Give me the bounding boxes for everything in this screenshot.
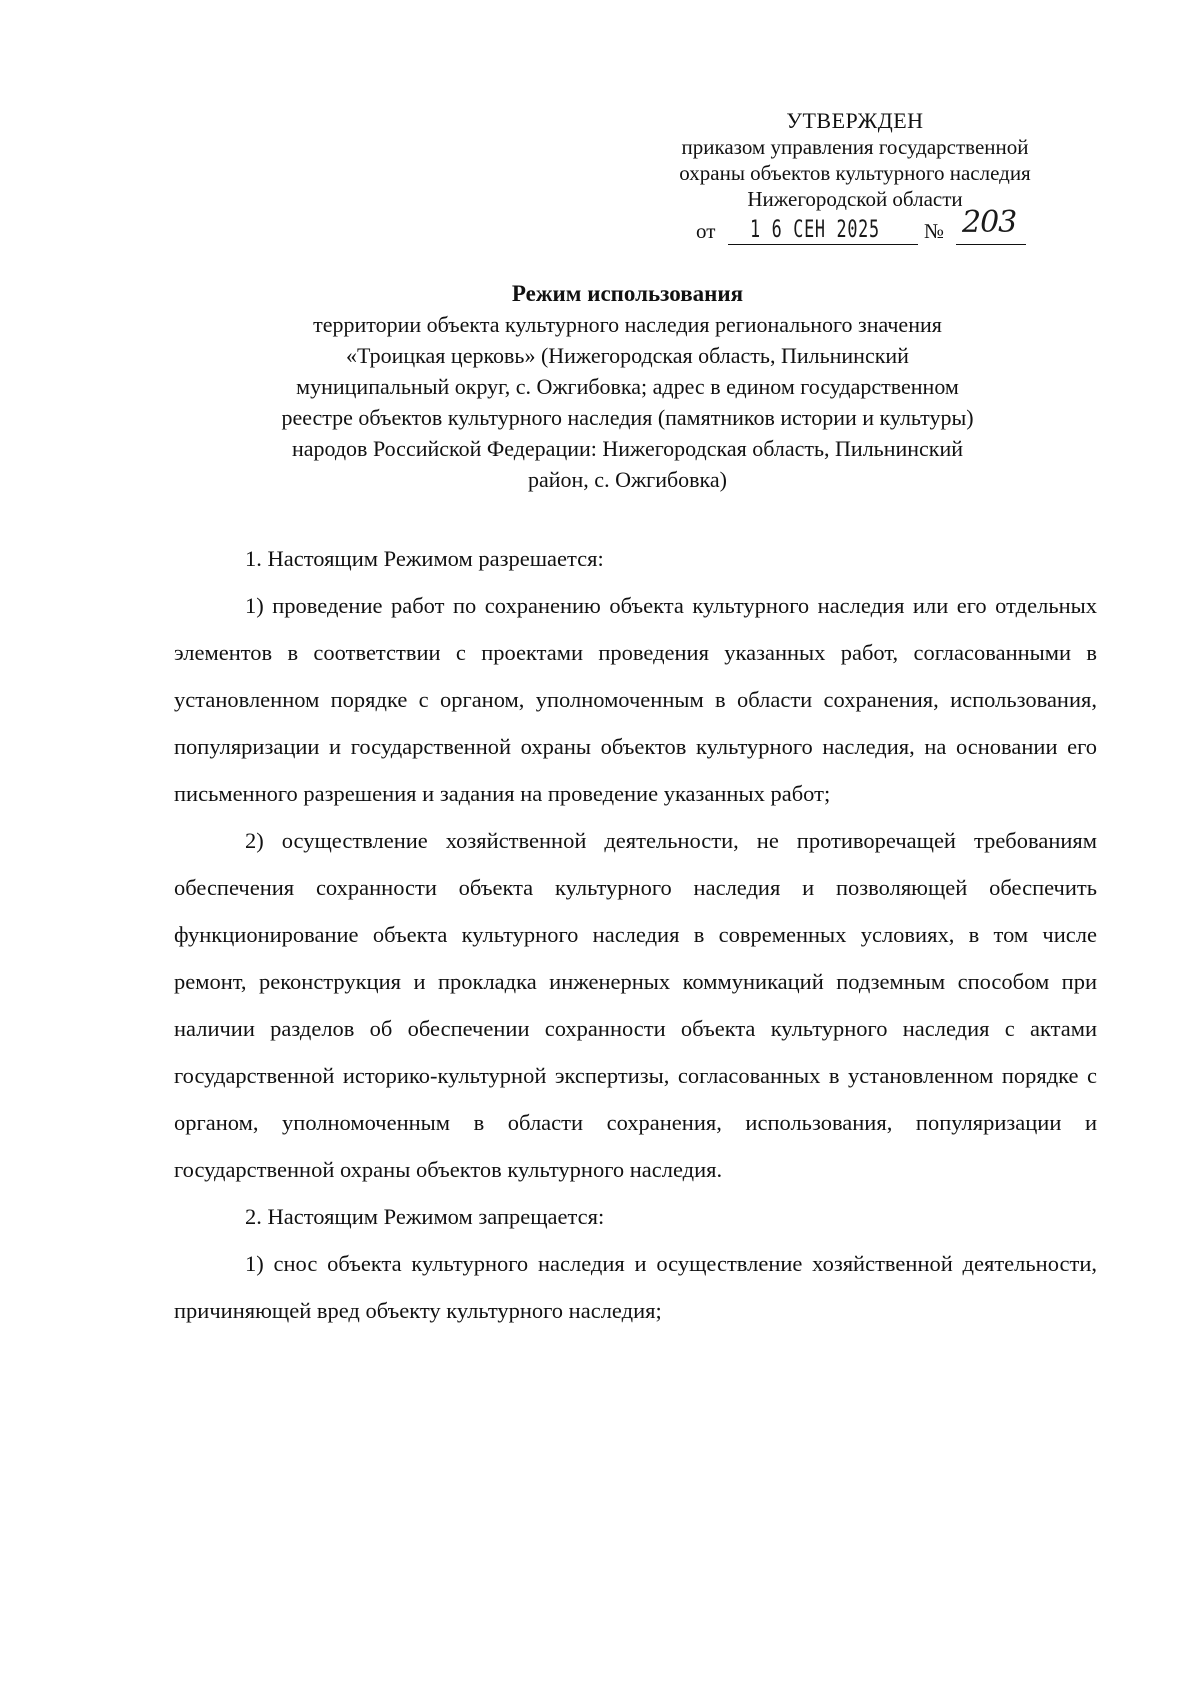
title-line-2: «Троицкая церковь» (Нижегородская область, Пильнинский	[346, 343, 909, 368]
title-line-5: народов Российской Федерации: Нижегородская область, Пильнинский	[291, 436, 964, 461]
date-field	[728, 215, 918, 245]
approval-line-3: Нижегородской области	[747, 187, 963, 211]
number-field	[956, 205, 1026, 245]
approval-line-2: охраны объектов культурного наследия	[679, 161, 1031, 185]
title-line-3: муниципальный округ, с. Ожгибовка; адрес в едином государственном	[296, 374, 959, 399]
document-title: Режим использования	[511, 281, 744, 306]
approval-date-row	[620, 205, 1090, 248]
section-1-heading: 1. Настоящим Режимом разрешается:	[245, 546, 604, 571]
approval-heading: УТВЕРЖДЕН	[786, 108, 924, 133]
date-prefix: от	[696, 219, 716, 243]
title-line-6: район, с. Ожгибовка)	[528, 467, 727, 492]
section-2-item-1: 1) снос объекта культурного наследия и осуществление хозяйственной деятельности, причиняющей вред объекту культурного наследия;	[174, 1251, 1097, 1323]
section-1-item-2: 2) осуществление хозяйственной деятельности, не противоречащей требованиям обеспечения сохранности объекта культурного наследия и позволяющей обеспечить функционирование объекта культурного наследия в современных условиях, в том числе ремонт, реконструкция и прокладка инженерных коммуникаций подземным способом при наличии разделов об обеспечении сохранности объекта культурного наследия с актами государственной историко-культурной экспертизы, согласованных в установленном порядке с органом, уполномоченным в области сохранения, использования, популяризации и государственной охраны объектов культурного наследия.	[174, 828, 1097, 1182]
date-stamp: 1 6 СЕН 2025	[750, 215, 880, 243]
document-title-block	[160, 278, 1095, 495]
section-2-heading: 2. Настоящим Режимом запрещается:	[245, 1204, 605, 1229]
approval-block	[620, 108, 1090, 248]
section-1-item-1: 1) проведение работ по сохранению объекта культурного наследия или его отдельных элементов в соответствии с проектами проведения указанных работ, согласованными в установленном порядке с органом, уполномоченным в области сохранения, использования, популяризации и государственной охраны объектов культурного наследия, на основании его письменного разрешения и задания на проведение указанных работ;	[174, 593, 1097, 806]
approval-line-1: приказом управления государственной	[681, 135, 1029, 159]
document-body	[174, 535, 1097, 1334]
handwritten-number: 203	[962, 205, 1017, 240]
title-line-4: реестре объектов культурного наследия (памятников истории и культуры)	[281, 405, 974, 430]
number-prefix: №	[924, 219, 945, 243]
title-line-1: территории объекта культурного наследия регионального значения	[313, 312, 942, 337]
